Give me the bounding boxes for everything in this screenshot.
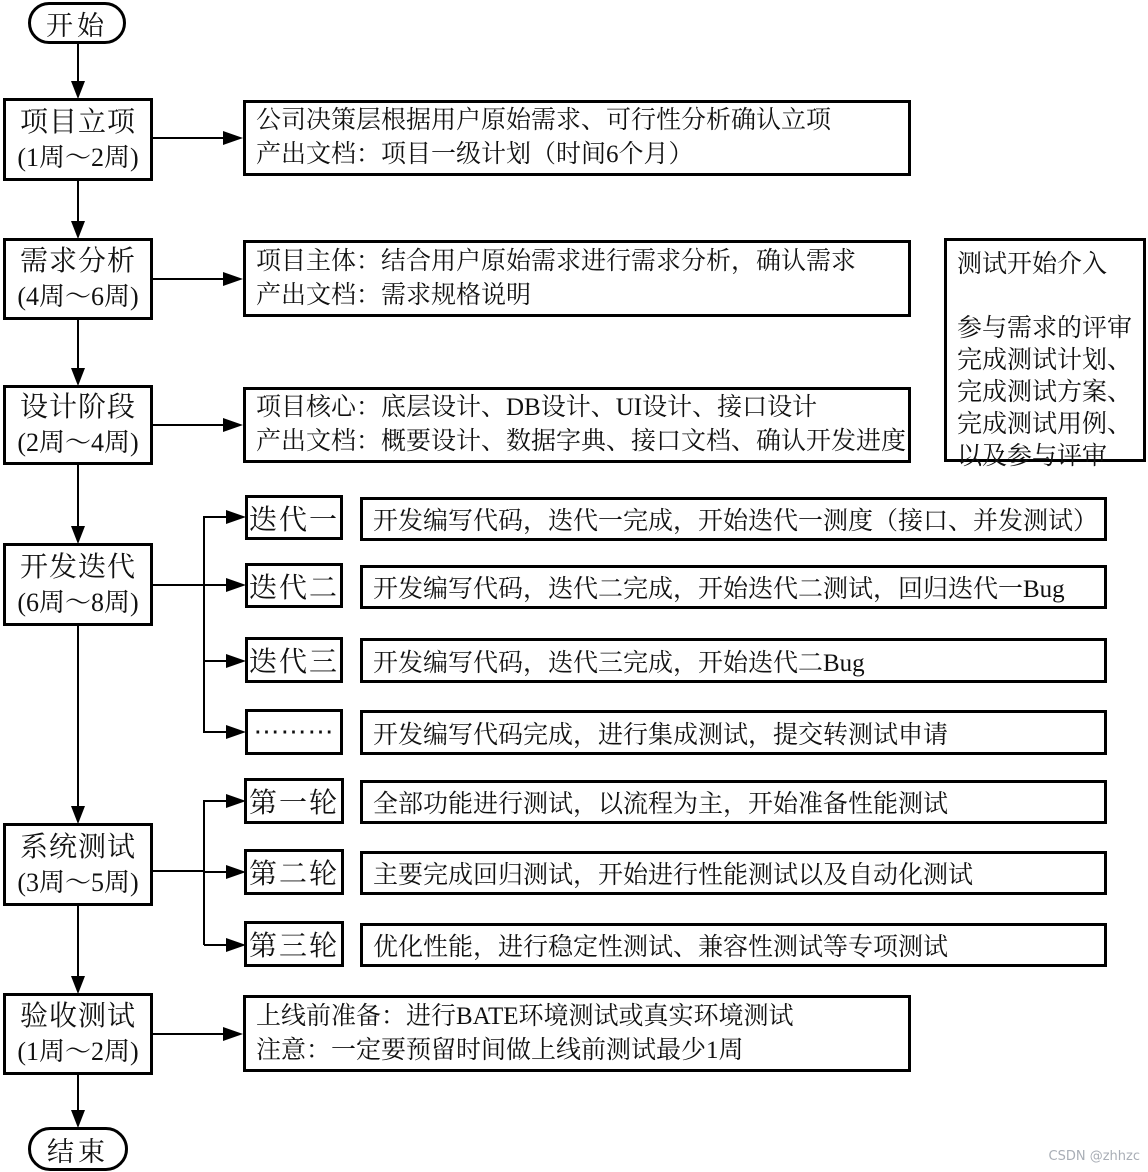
- stage-design-phase: [3, 385, 153, 465]
- row-desc-text: 开发编写代码，迭代三完成，开始迭代二Bug: [373, 649, 865, 677]
- stage-requirements-analysis: [3, 238, 153, 320]
- note-line: 以及参与评审: [957, 443, 1108, 470]
- iteration-2-label: [245, 563, 343, 608]
- round-1-label: [244, 778, 344, 824]
- arrow-down-icon: [71, 806, 85, 824]
- arrow-right-icon: [223, 131, 243, 145]
- arrow-right-icon: [223, 418, 243, 432]
- stage-title: 项目立项: [19, 106, 136, 138]
- iteration-3-label: [245, 637, 343, 683]
- arrow-right-icon: [226, 938, 246, 952]
- connector-stage3-to-desc: [153, 424, 224, 426]
- desc-line: 产出文档：项目一级计划（时间6个月）: [256, 141, 694, 168]
- desc-line: 注意：一定要预留时间做上线前测试最少1周: [256, 1036, 744, 1064]
- arrow-down-icon: [71, 1110, 85, 1128]
- label-text: ⋯⋯⋯: [253, 717, 335, 746]
- round-2-label: [244, 849, 344, 895]
- arrow-right-icon: [226, 654, 246, 668]
- row-desc-text: 全部功能进行测试，以流程为主，开始准备性能测试: [373, 791, 949, 818]
- note-line: 完成测试计划、: [957, 347, 1133, 374]
- desc-line: 上线前准备：进行BATE环境测试或真实环境测试: [256, 1002, 794, 1030]
- desc-design-phase: [243, 387, 911, 463]
- arrow-right-icon: [226, 510, 246, 524]
- desc-line: 项目核心：底层设计、DB设计、UI设计、接口设计: [256, 394, 818, 421]
- branch-dev-stem-v: [203, 516, 205, 733]
- branch-test-row3-h: [204, 944, 227, 946]
- label-text: 第一轮: [248, 788, 339, 819]
- round-3-desc: [360, 923, 1107, 967]
- branch-test-stem-h: [153, 870, 205, 872]
- desc-requirements-analysis: [243, 240, 911, 317]
- arrow-right-icon: [226, 794, 246, 808]
- connector-stage6-to-desc: [153, 1033, 224, 1035]
- stage-acceptance-test: [3, 993, 153, 1075]
- row-desc-text: 开发编写代码完成，进行集成测试，提交转测试申请: [373, 721, 949, 749]
- stage-title: 设计阶段: [19, 392, 136, 423]
- label-text: 第三轮: [248, 931, 339, 962]
- desc-acceptance-test: [243, 995, 911, 1072]
- row-desc-text: 开发编写代码，迭代一完成，开始迭代一测度（接口、并发测试）: [373, 508, 1099, 535]
- watermark: CSDN @zhhzc: [1048, 1149, 1140, 1164]
- stage-duration: (2周～4周): [17, 428, 139, 457]
- stage-project-initiation: [3, 98, 153, 181]
- arrow-right-icon: [226, 578, 246, 592]
- arrow-right-icon: [223, 272, 243, 286]
- connector-stage6-to-end: [77, 1075, 79, 1112]
- stage-system-test: [3, 823, 153, 906]
- connector-stage1-to-stage2: [77, 181, 79, 223]
- arrow-down-icon: [71, 976, 85, 994]
- round-1-desc: [360, 780, 1107, 824]
- desc-line: 项目主体：结合用户原始需求进行需求分析，确认需求: [256, 247, 857, 275]
- stage-dev-iteration: [3, 543, 153, 626]
- iteration-1-label: [245, 495, 343, 540]
- testing-note-box: [944, 238, 1146, 470]
- note-line: 参与需求的评审: [957, 315, 1133, 342]
- branch-dev-stem-h: [153, 584, 205, 586]
- desc-project-initiation: [243, 100, 911, 176]
- label-text: 第二轮: [248, 859, 339, 890]
- iteration-2-desc: [360, 565, 1107, 609]
- stage-duration: (3周～5周): [17, 867, 139, 897]
- label-text: 迭代一: [248, 504, 339, 536]
- note-title: 测试开始介入: [957, 251, 1108, 278]
- branch-dev-row3-h: [204, 660, 227, 662]
- stage-title: 需求分析: [19, 246, 136, 277]
- arrow-down-icon: [71, 221, 85, 239]
- stage-duration: (4周～6周): [17, 282, 139, 311]
- stage-title: 开发迭代: [19, 551, 136, 583]
- note-line: 完成测试方案、: [957, 379, 1133, 406]
- connector-stage5-to-stage6: [77, 906, 79, 978]
- stage-title: 验收测试: [19, 1001, 136, 1032]
- branch-test-row1-h: [204, 800, 227, 802]
- arrow-down-icon: [71, 368, 85, 386]
- desc-line: 产出文档：概要设计、数据字典、接口文档、确认开发进度: [256, 428, 907, 455]
- arrow-right-icon: [226, 725, 246, 739]
- connector-start-to-stage1: [77, 44, 79, 84]
- row-desc-text: 优化性能，进行稳定性测试、兼容性测试等专项测试: [373, 934, 949, 961]
- row-desc-text: 开发编写代码，迭代二完成，开始迭代二测试，回归迭代一Bug: [373, 576, 1065, 603]
- arrow-right-icon: [226, 865, 246, 879]
- connector-stage2-to-desc: [153, 278, 224, 280]
- round-3-label: [244, 921, 344, 967]
- iteration-1-desc: [360, 497, 1107, 541]
- label-text: 迭代二: [248, 572, 339, 604]
- arrow-right-icon: [223, 1027, 243, 1041]
- iteration-3-desc: [360, 638, 1107, 683]
- branch-dev-row4-h: [204, 731, 227, 733]
- desc-line: 产出文档：需求规格说明: [256, 281, 532, 309]
- connector-stage3-to-stage4: [77, 465, 79, 528]
- connector-stage4-to-stage5: [77, 626, 79, 808]
- iteration-more-label: [245, 709, 343, 755]
- desc-line: 公司决策层根据用户原始需求、可行性分析确认立项: [256, 107, 832, 134]
- round-2-desc: [360, 851, 1107, 895]
- row-desc-text: 主要完成回归测试，开始进行性能测试以及自动化测试: [373, 862, 974, 889]
- branch-dev-row1-h: [204, 516, 227, 518]
- connector-stage1-to-desc: [153, 137, 224, 139]
- start-label: 开始: [46, 10, 108, 41]
- end-terminator: [28, 1127, 128, 1171]
- end-label: 结束: [47, 1136, 109, 1167]
- note-line: 完成测试用例、: [957, 411, 1133, 438]
- label-text: 迭代三: [248, 647, 339, 678]
- start-terminator: [28, 2, 126, 44]
- stage-duration: (1周～2周): [17, 1037, 139, 1066]
- iteration-more-desc: [360, 710, 1107, 755]
- branch-test-row2-h: [204, 871, 227, 873]
- arrow-down-icon: [71, 81, 85, 99]
- stage-title: 系统测试: [19, 831, 136, 863]
- connector-stage2-to-stage3: [77, 320, 79, 370]
- stage-duration: (6周～8周): [17, 587, 139, 617]
- stage-duration: (1周～2周): [17, 142, 139, 172]
- branch-dev-row2-h: [204, 584, 227, 586]
- arrow-down-icon: [71, 526, 85, 544]
